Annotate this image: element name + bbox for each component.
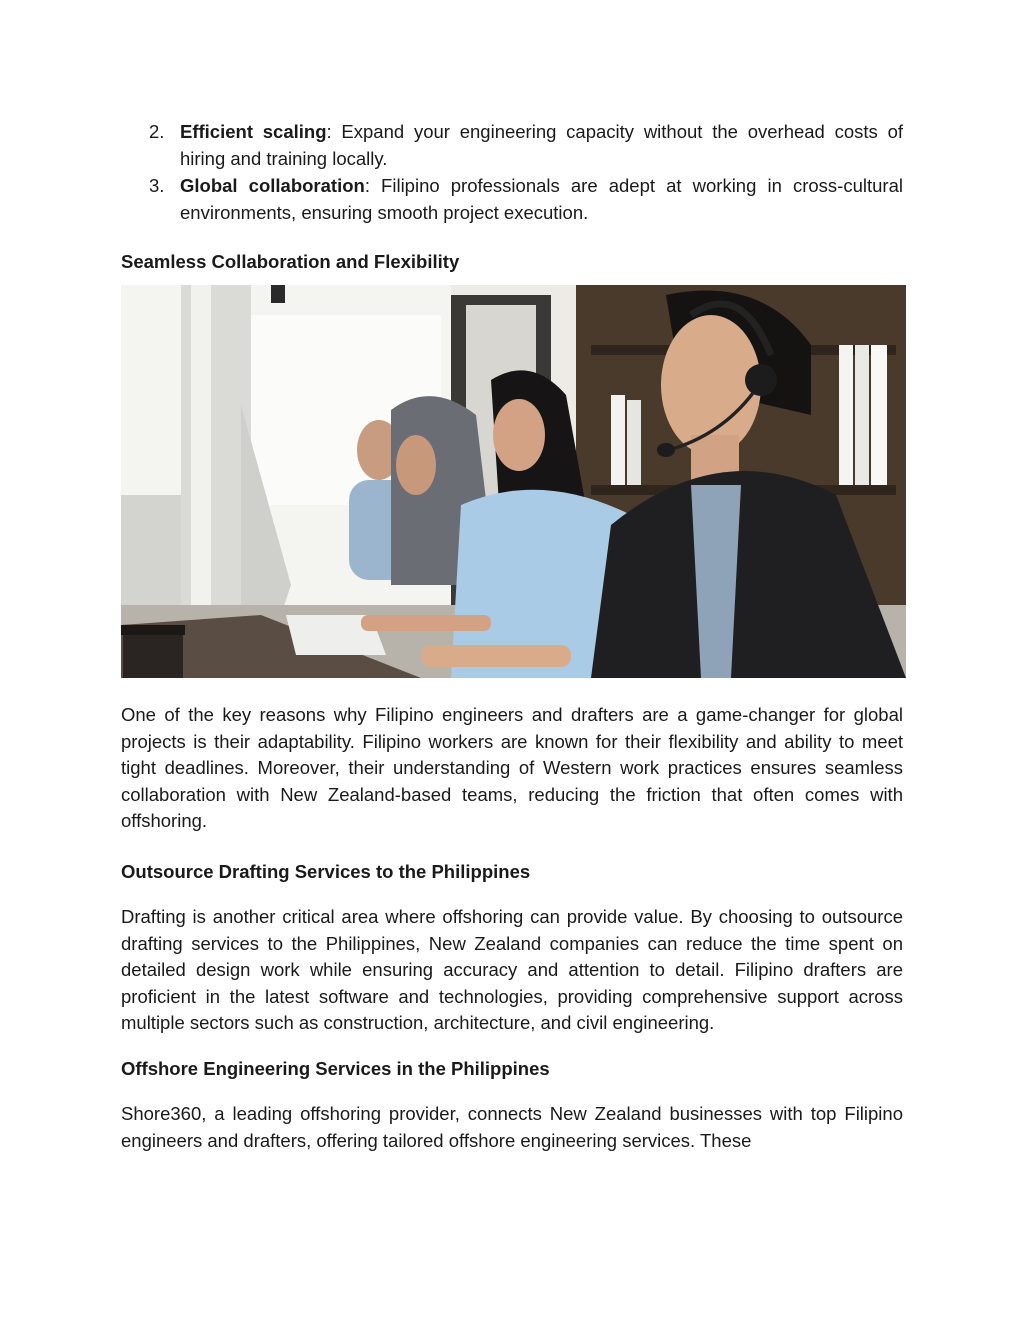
list-text: : Filipino professionals are adept at working in cross-cultural environments, ensuring smooth project execution. xyxy=(180,175,903,223)
list-number: 3. xyxy=(149,175,165,196)
section-heading-seamless: Seamless Collaboration and Flexibility xyxy=(121,251,460,272)
list-item xyxy=(121,118,903,172)
list-text: : Expand your engineering capacity without the overhead costs of hiring and training locally. xyxy=(180,121,903,169)
paragraph-seamless: One of the key reasons why Filipino engineers and drafters are a game-changer for global projects is their adaptability. Filipino workers are known for their flexibility and ability to meet tight deadlines. Moreover, their understanding of Western work practices ensures seamless collaboration with New Zealand-based teams, reducing the friction that often comes with offshoring. xyxy=(121,704,903,832)
list-term: Efficient scaling xyxy=(180,121,327,142)
section-heading-offshore: Offshore Engineering Services in the Philippines xyxy=(121,1057,550,1079)
list-term: Global collaboration xyxy=(180,175,365,196)
section-heading-outsource: Outsource Drafting Services to the Philippines xyxy=(121,860,531,882)
document-page xyxy=(121,118,903,1154)
paragraph-outsource: Drafting is another critical area where offshoring can provide value. By choosing to outsource drafting services to the Philippines, New Zealand companies can reduce the time spent on detailed design work while ensuring accuracy and attention to detail. Filipino drafters are proficient in the latest software and technologies, providing comprehensive support across multiple sectors such as construction, architecture, and civil engineering. xyxy=(121,905,903,1034)
photo-illustration xyxy=(121,285,906,678)
list-item xyxy=(121,172,903,226)
call-center-photo xyxy=(121,285,906,678)
paragraph-offshore: Shore360, a leading offshoring provider, connects New Zealand businesses with top Filipino engineers and drafters, offering tailored offshore engineering services. These xyxy=(121,1102,903,1151)
benefits-list xyxy=(121,118,903,226)
list-number: 2. xyxy=(149,121,165,142)
